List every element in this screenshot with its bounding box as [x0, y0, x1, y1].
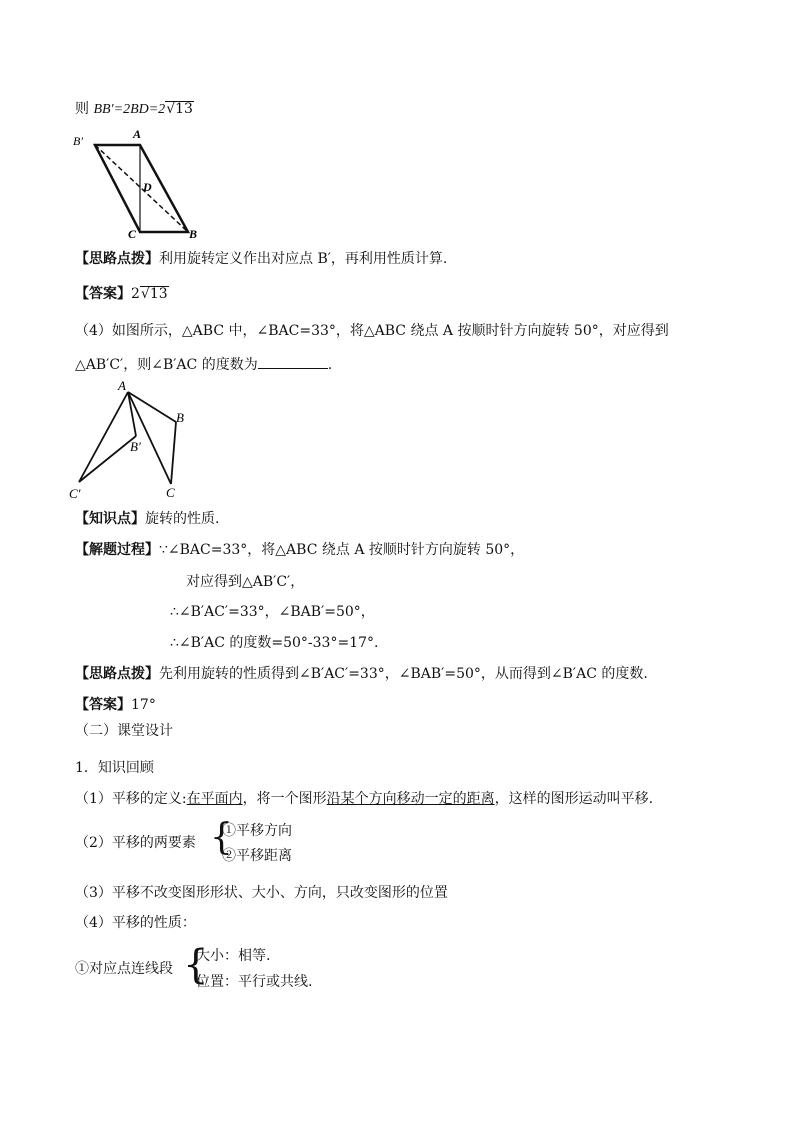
- review-item-4: （4）平移的性质：: [75, 915, 196, 931]
- solution-line-3: ∴∠B′AC′=33°，∠BAB′=50°，: [170, 604, 375, 620]
- question-4-end: .: [327, 357, 333, 373]
- solution-line-1: [75, 541, 524, 559]
- review-item-3: （3）平移不改变图形形状、大小、方向，只改变图形的位置: [75, 885, 448, 901]
- answer-line-2: [75, 696, 156, 714]
- segment-bc: [171, 422, 176, 484]
- definition-underline-1: 在平面内: [186, 791, 243, 807]
- segment-ac1: [79, 392, 128, 482]
- hint-tag: 【思路点拨】: [75, 666, 159, 682]
- review-title: 1．知识回顾: [75, 760, 154, 776]
- label-b: B: [189, 227, 198, 240]
- hint-line-1: [75, 250, 447, 268]
- elements-label: （2）平移的两要素: [75, 835, 196, 851]
- element-distance: ②平移距离: [222, 848, 292, 864]
- element-direction: ①平移方向: [222, 823, 292, 839]
- brace-property: {: [183, 942, 209, 988]
- section-heading: （二）课堂设计: [75, 723, 173, 739]
- solution-tag: 【解题过程】: [75, 542, 159, 558]
- question-4-line-1: （4）如图所示，△ABC 中，∠BAC=33°，将△ABC 绕点 A 按顺时针方向旋转 50°，对应得到: [75, 323, 669, 339]
- translation-definition: [75, 790, 653, 808]
- solution-line-4: ∴∠B′AC 的度数=50°-33°=17°.: [170, 635, 379, 651]
- definition-prefix: （1）平移的定义:: [75, 791, 187, 807]
- label-a: A: [133, 127, 142, 141]
- hint-tag: 【思路点拨】: [75, 251, 159, 267]
- definition-underline-2: 沿某个方向移动一定的距离: [326, 791, 495, 807]
- rotation-figure: [65, 378, 200, 503]
- solution-step-1: ∵∠BAC=33°，将△ABC 绕点 A 按顺时针方向旋转 50°，: [159, 542, 525, 558]
- result-prefix: 则: [75, 101, 89, 117]
- label-b: B: [176, 410, 184, 425]
- label-b1: B′: [73, 134, 83, 148]
- result-line: [75, 100, 194, 119]
- knowledge-text: 旋转的性质.: [145, 511, 220, 527]
- label-d: D: [143, 180, 152, 194]
- answer-text: 17°: [131, 697, 156, 713]
- hint-line-2: [75, 665, 648, 683]
- property-position: 位置：平行或共线.: [196, 974, 313, 990]
- answer-line-1: [75, 285, 169, 303]
- label-a: A: [118, 378, 126, 393]
- result-expression: BB′=2BD=2: [93, 102, 166, 117]
- definition-middle: ，将一个图形: [242, 791, 327, 807]
- question-4-line-2: [75, 354, 332, 374]
- label-b1: B′: [130, 439, 141, 454]
- hint-text: 先利用旋转的性质得到∠B′AC′=33°，∠BAB′=50°，从而得到∠B′AC 的度数.: [159, 666, 648, 682]
- knowledge-line: [75, 510, 219, 528]
- solution-line-2: 对应得到△AB′C′，: [186, 574, 305, 590]
- knowledge-tag: 【知识点】: [75, 511, 145, 527]
- answer-tag: 【答案】: [75, 697, 131, 713]
- parallelogram-figure: [70, 125, 210, 240]
- result-sqrt: √13: [166, 101, 193, 117]
- brace-elements: {: [210, 817, 233, 858]
- label-c1: C′: [69, 486, 81, 501]
- label-c: C: [166, 485, 175, 500]
- label-c: C: [128, 227, 137, 240]
- question-4-text: △AB′C′，则∠B′AC 的度数为: [75, 357, 258, 373]
- definition-end: ，这样的图形运动叫平移.: [494, 791, 654, 807]
- property-label: ①对应点连线段: [75, 961, 173, 977]
- answer-tag: 【答案】: [75, 286, 131, 302]
- hint-text: 利用旋转定义作出对应点 B′，再利用性质计算.: [159, 251, 448, 267]
- answer-blank: [258, 354, 328, 369]
- property-size: 大小：相等.: [196, 948, 271, 964]
- answer-prefix: 2: [131, 286, 140, 302]
- answer-sqrt: √13: [140, 286, 168, 302]
- dashed-bb1: [95, 145, 188, 232]
- segment-b1c1: [79, 436, 136, 482]
